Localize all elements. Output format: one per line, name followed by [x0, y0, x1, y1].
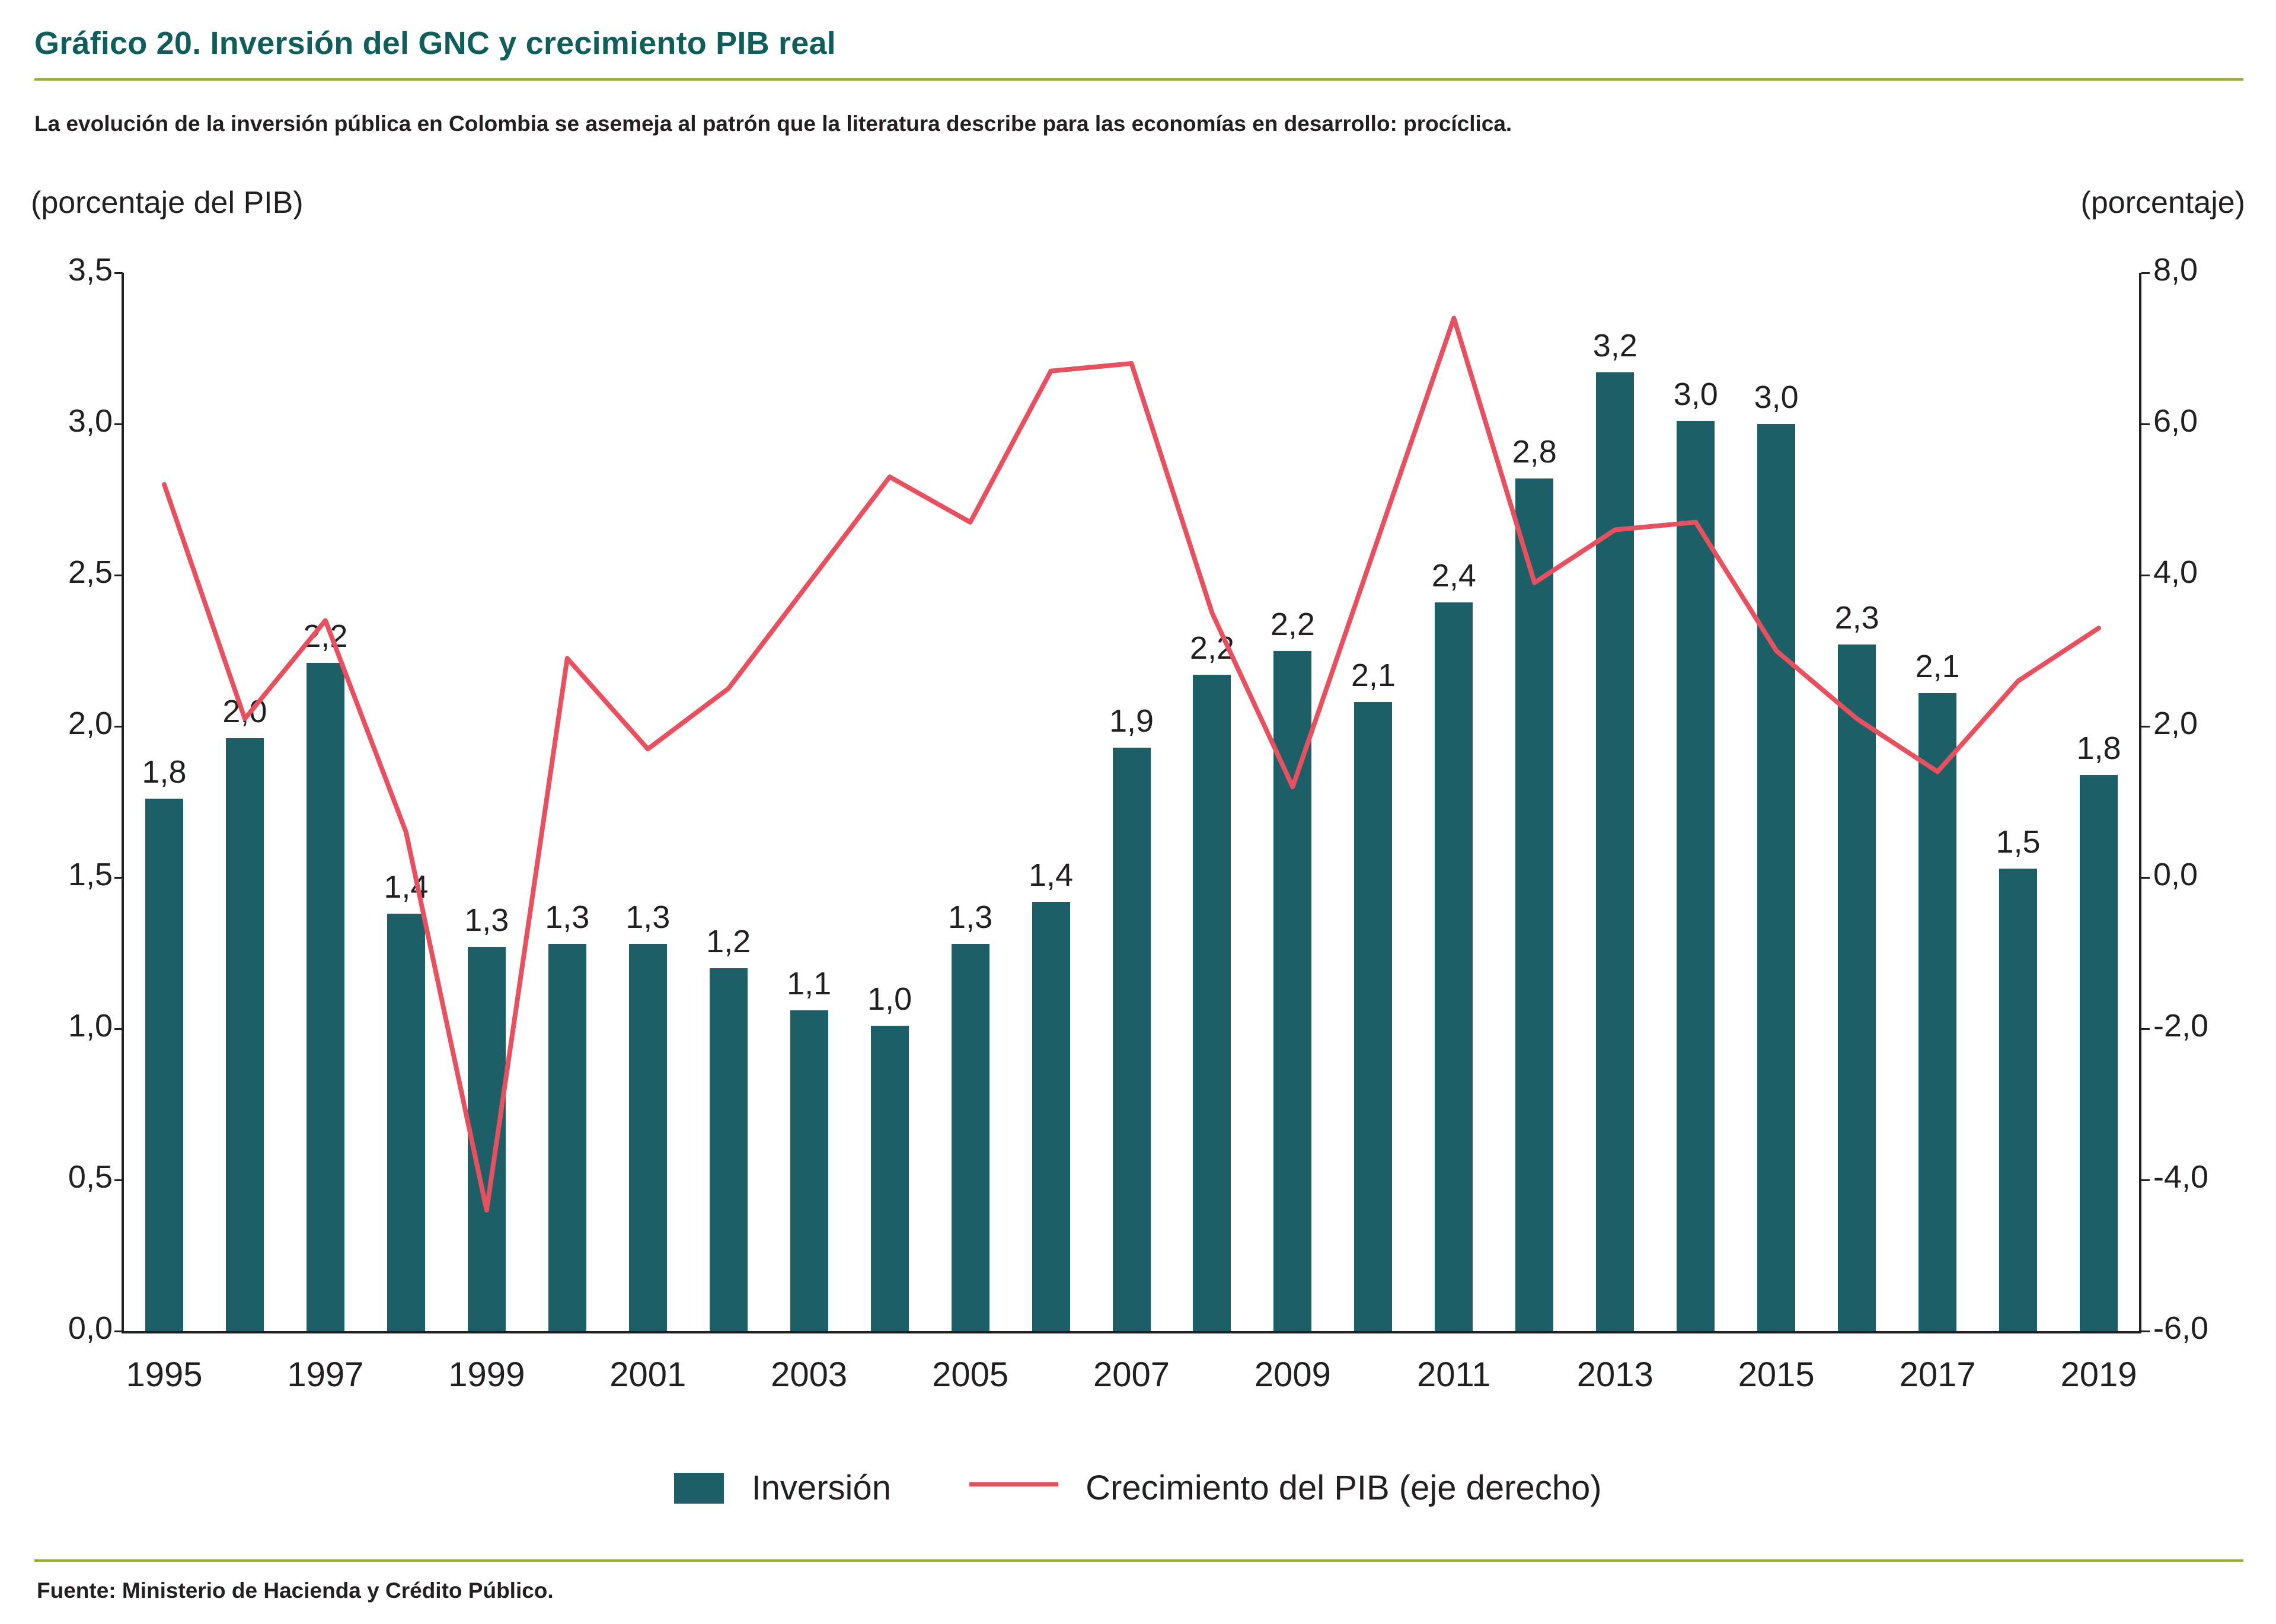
- legend-item-inversion: [674, 1466, 890, 1508]
- bar-value-label: 2,3: [1834, 600, 1879, 636]
- bar-2014: [1677, 421, 1715, 1331]
- x-tick-label: 2007: [1093, 1355, 1170, 1394]
- page-subtitle: La evolución de la inversión pública en Colombia se asemeja al patrón que la literatura describe para las economías en desarrollo: procíclica.: [34, 111, 1512, 136]
- bar-1995: [145, 799, 183, 1331]
- bar-2013: [1596, 372, 1634, 1331]
- bar-1999: [468, 947, 506, 1331]
- bar-2002: [710, 968, 748, 1331]
- bar-value-label: 1,3: [625, 899, 671, 936]
- bar-2019: [2080, 775, 2118, 1331]
- bar-value-label: 2,1: [1915, 648, 1960, 684]
- y-tick-label-left: 3,5: [68, 252, 113, 288]
- x-tick-label: 2019: [2060, 1355, 2137, 1394]
- bar-1998: [387, 914, 425, 1331]
- y-axis-left: [122, 273, 124, 1332]
- y-tick-mark-left: [114, 272, 123, 274]
- x-tick-label: 2001: [609, 1355, 687, 1394]
- y-tick-mark-right: [2141, 726, 2150, 728]
- x-tick-label: 2013: [1576, 1355, 1653, 1394]
- bar-value-label: 2,2: [1189, 630, 1234, 666]
- bar-2011: [1435, 602, 1473, 1331]
- bar-value-label: 2,2: [303, 618, 348, 654]
- y-tick-label-right: -4,0: [2153, 1159, 2209, 1195]
- source-note: Fuente: Ministerio de Hacienda y Crédito Público.: [37, 1578, 554, 1603]
- x-tick-label: 1995: [126, 1355, 203, 1394]
- legend-bar-label: Inversión: [751, 1469, 891, 1508]
- bar-value-label: 2,4: [1431, 557, 1476, 594]
- bar-value-label: 1,3: [545, 899, 590, 936]
- bar-value-label: 3,2: [1592, 328, 1637, 364]
- bar-2012: [1515, 478, 1553, 1331]
- bar-2001: [629, 944, 667, 1331]
- y-tick-mark-right: [2141, 1331, 2150, 1332]
- x-tick-label: 2005: [932, 1355, 1009, 1394]
- bar-2010: [1354, 702, 1392, 1331]
- y-tick-label-left: 1,0: [68, 1008, 113, 1044]
- bar-value-label: 2,8: [1512, 433, 1557, 470]
- bar-value-label: 1,3: [948, 899, 993, 936]
- y-tick-mark-left: [114, 877, 123, 879]
- x-tick-label: 2003: [771, 1355, 848, 1394]
- y-tick-label-right: -6,0: [2153, 1310, 2209, 1346]
- left-axis-unit: (porcentaje del PIB): [31, 186, 304, 220]
- y-tick-mark-left: [114, 1331, 123, 1332]
- y-axis-right: [2139, 273, 2141, 1332]
- legend-item-pib: [969, 1466, 1602, 1508]
- bar-2006: [1032, 902, 1070, 1331]
- bar-value-label: 1,2: [706, 924, 751, 959]
- x-tick-label: 2017: [1899, 1355, 1976, 1394]
- y-tick-mark-right: [2141, 272, 2150, 274]
- footer-divider: [34, 1559, 2243, 1562]
- bar-2016: [1838, 645, 1876, 1331]
- legend-line-swatch: [969, 1482, 1058, 1486]
- y-tick-mark-right: [2141, 575, 2150, 576]
- right-axis-unit: (porcentaje): [2080, 186, 2245, 220]
- y-tick-label-right: 2,0: [2153, 706, 2198, 741]
- bar-1996: [226, 738, 264, 1331]
- y-tick-label-right: -2,0: [2153, 1008, 2209, 1044]
- bar-2004: [871, 1026, 909, 1331]
- legend-bar-swatch: [674, 1473, 724, 1504]
- bar-2003: [790, 1010, 828, 1331]
- bar-value-label: 3,0: [1673, 376, 1718, 412]
- bar-value-label: 1,3: [464, 902, 509, 939]
- bar-value-label: 1,0: [867, 981, 912, 1017]
- y-tick-mark-right: [2141, 423, 2150, 425]
- y-tick-mark-left: [114, 423, 123, 425]
- y-tick-label-right: 8,0: [2153, 252, 2198, 288]
- y-tick-label-right: 0,0: [2153, 857, 2198, 892]
- bar-2005: [952, 944, 989, 1331]
- bar-2015: [1757, 424, 1795, 1331]
- x-tick-label: 2009: [1254, 1355, 1331, 1394]
- bar-2008: [1193, 675, 1231, 1331]
- title-divider: [34, 78, 2243, 81]
- y-tick-mark-left: [114, 575, 123, 576]
- bar-value-label: 1,8: [2076, 730, 2121, 766]
- page-title: Gráfico 20. Inversión del GNC y crecimiento PIB real: [34, 25, 836, 61]
- legend-line-label: Crecimiento del PIB (eje derecho): [1086, 1469, 1602, 1508]
- y-tick-label-right: 4,0: [2153, 554, 2198, 590]
- bar-value-label: 2,2: [1270, 606, 1315, 642]
- y-tick-mark-left: [114, 726, 123, 728]
- y-tick-label-left: 3,0: [68, 403, 113, 439]
- y-tick-mark-right: [2141, 1028, 2150, 1030]
- y-tick-label-left: 2,0: [68, 706, 113, 741]
- y-tick-label-left: 0,5: [68, 1159, 113, 1195]
- y-tick-mark-left: [114, 1028, 123, 1030]
- chart-legend: [0, 1465, 2276, 1508]
- y-tick-label-left: 2,5: [68, 554, 113, 590]
- bar-value-label: 2,0: [222, 694, 267, 730]
- bar-2009: [1273, 651, 1311, 1332]
- x-tick-label: 1997: [287, 1355, 364, 1394]
- bar-2000: [548, 944, 586, 1331]
- x-tick-label: 2011: [1416, 1355, 1491, 1394]
- bar-value-label: 1,8: [142, 754, 187, 790]
- x-tick-label: 1999: [448, 1355, 525, 1394]
- bar-value-label: 1,4: [1028, 857, 1074, 893]
- bar-1997: [307, 663, 344, 1331]
- bar-value-label: 3,0: [1754, 379, 1799, 415]
- bar-2018: [1999, 869, 2037, 1331]
- bar-2017: [1919, 693, 1956, 1331]
- y-tick-mark-right: [2141, 877, 2150, 879]
- y-tick-label-left: 0,0: [68, 1310, 113, 1346]
- bar-value-label: 1,4: [384, 869, 429, 905]
- bar-value-label: 1,1: [787, 966, 832, 1002]
- x-tick-label: 2015: [1738, 1355, 1815, 1394]
- y-tick-mark-left: [114, 1179, 123, 1181]
- bar-value-label: 1,5: [1996, 824, 2041, 860]
- bar-2007: [1113, 748, 1151, 1331]
- y-tick-label-right: 6,0: [2153, 403, 2198, 439]
- y-tick-label-left: 1,5: [68, 857, 113, 892]
- bar-value-label: 1,9: [1109, 703, 1154, 739]
- bar-value-label: 2,1: [1351, 658, 1396, 694]
- y-tick-mark-right: [2141, 1179, 2150, 1181]
- x-axis: [122, 1331, 2141, 1333]
